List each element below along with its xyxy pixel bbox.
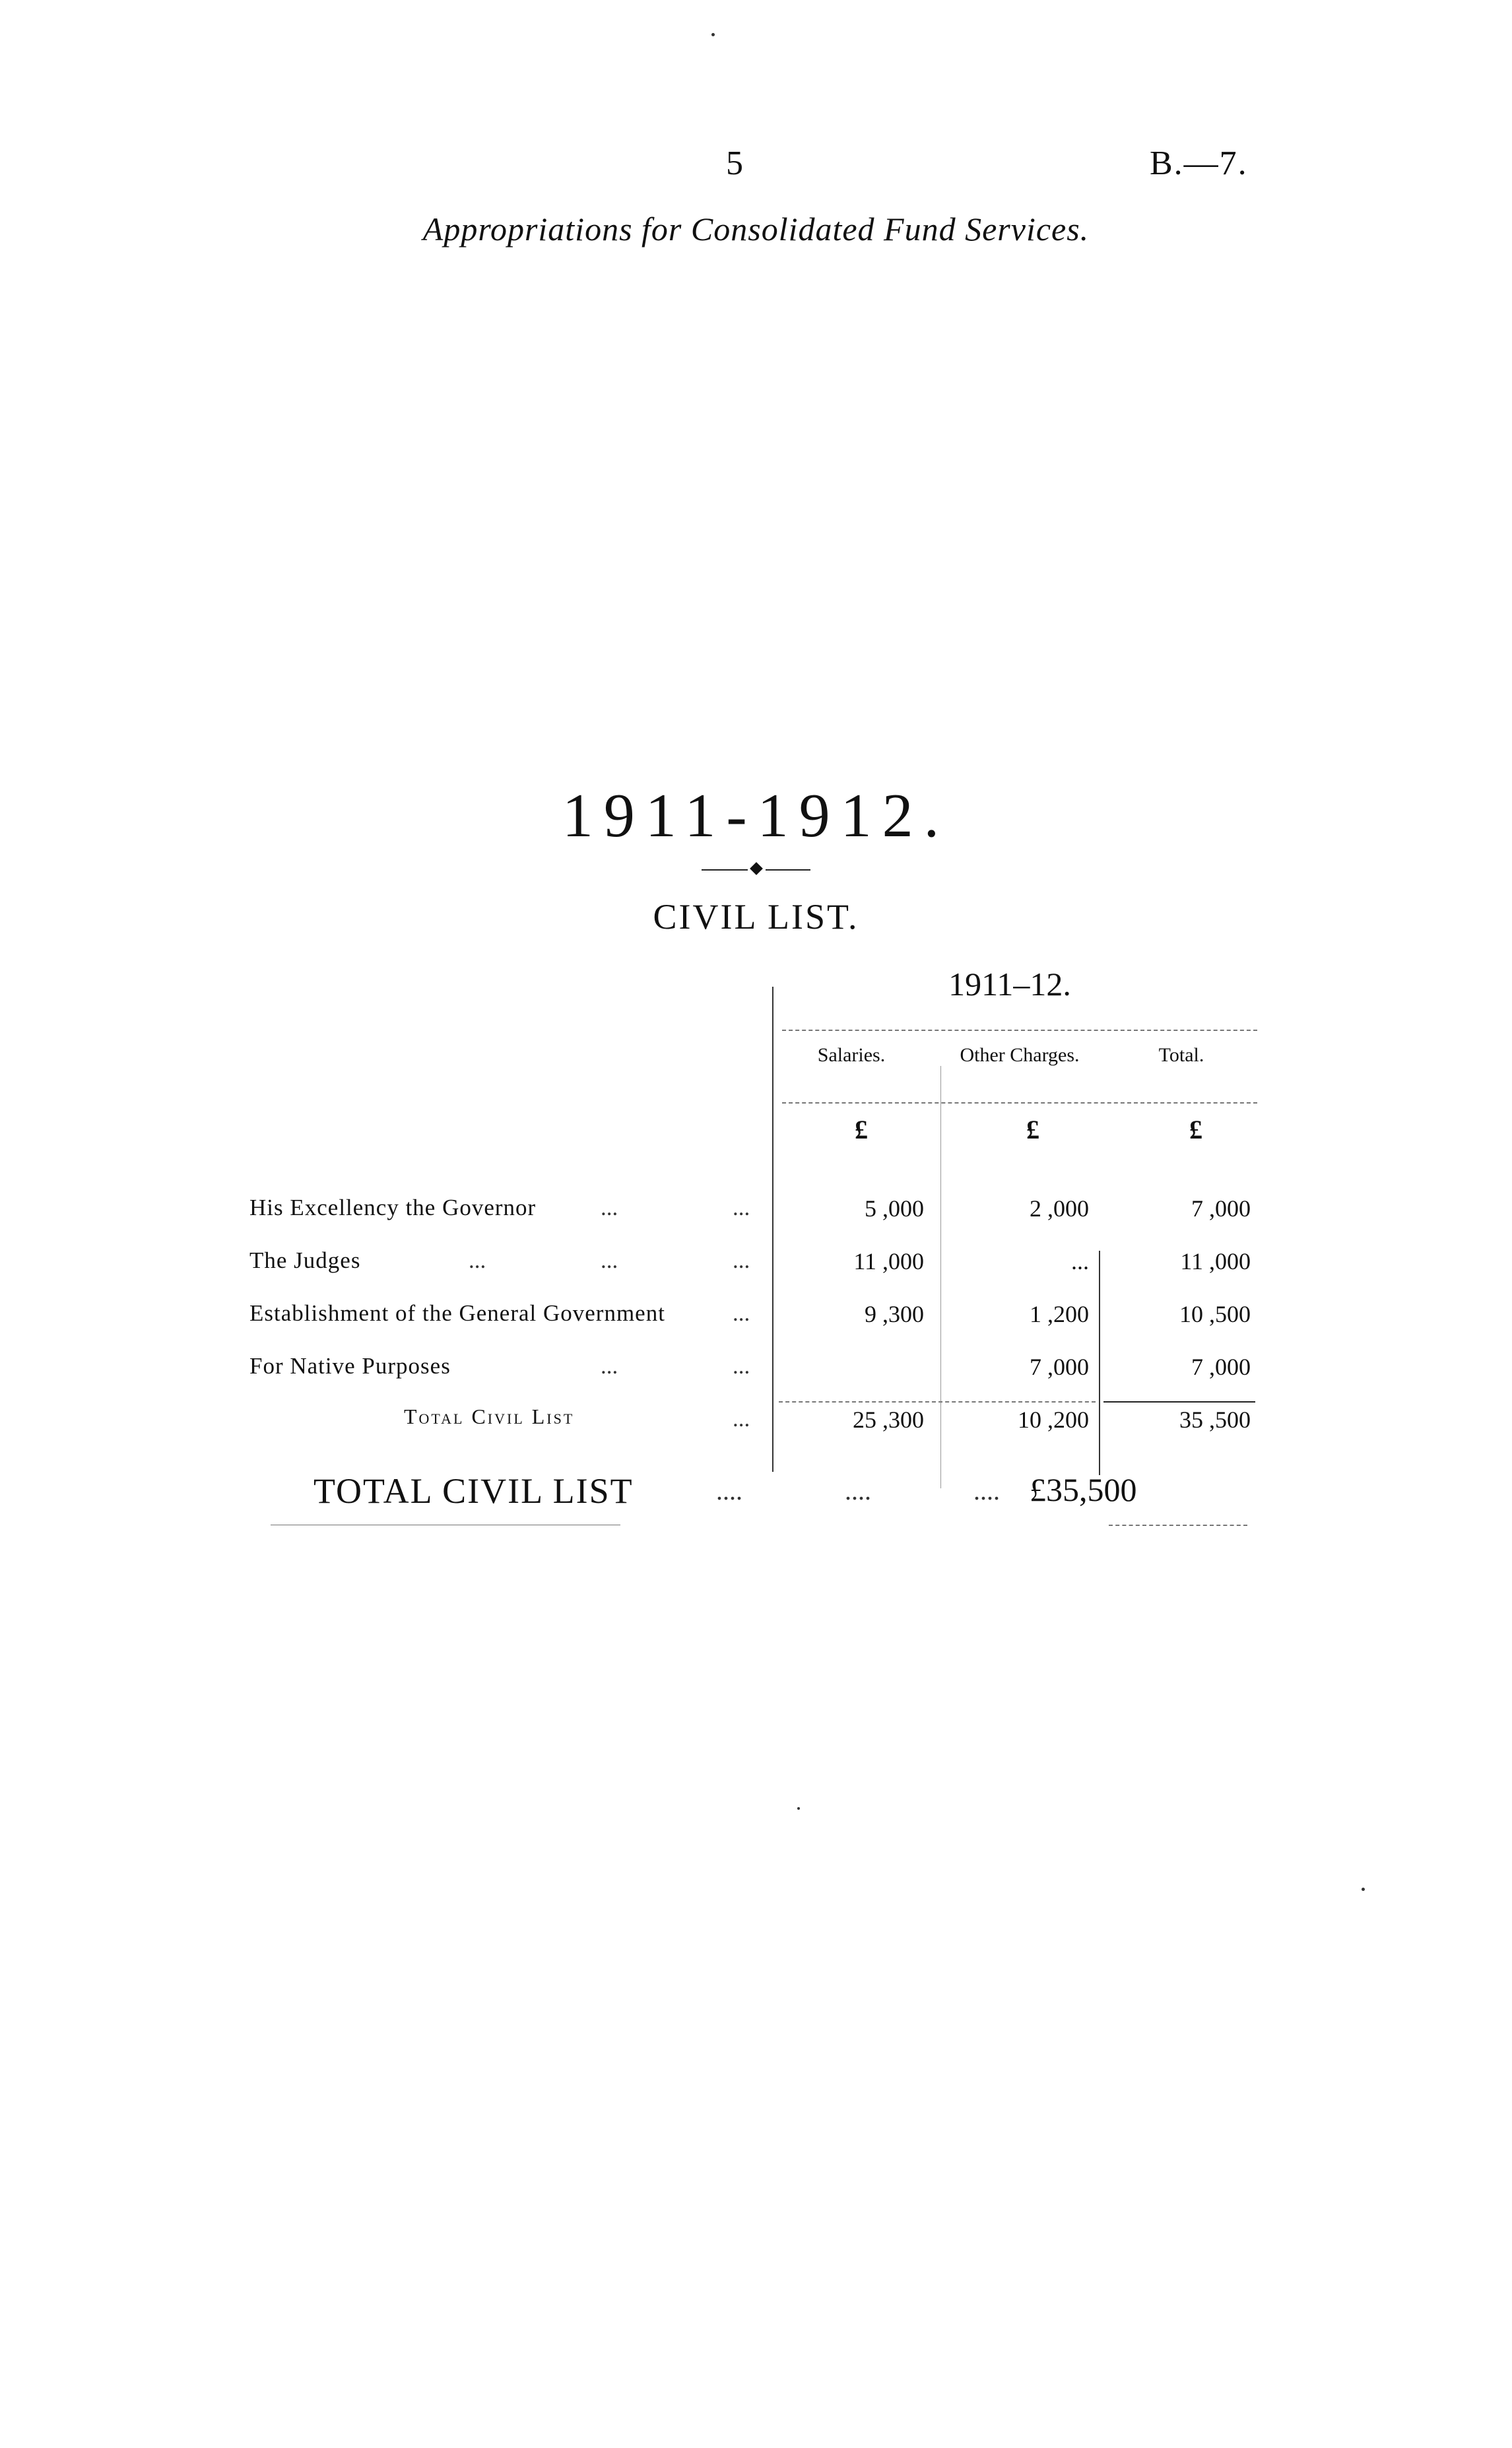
scan-speck (1362, 1888, 1365, 1891)
cell-total: 10 ,500 (1179, 1301, 1251, 1327)
column-header-total: Total. (1158, 1044, 1204, 1066)
total-salaries: 25 ,300 (853, 1406, 924, 1433)
grand-total-label: TOTAL CIVIL LIST (313, 1471, 634, 1511)
row-label: Establishment of the General Government (249, 1300, 665, 1326)
total-row-label: Total Civil List (404, 1405, 575, 1428)
total-other-charges: 10 ,200 (1018, 1406, 1089, 1433)
row-label: The Judges (249, 1247, 361, 1273)
grand-total-value: £35,500 (1030, 1471, 1137, 1508)
row-leader: ... (733, 1406, 750, 1432)
row-leader: ... (601, 1353, 618, 1379)
column-header-salaries: Salaries. (817, 1044, 886, 1066)
row-label: His Excellency the Governor (249, 1195, 537, 1220)
cell-salaries: 5 ,000 (865, 1195, 924, 1222)
section-title: CIVIL LIST. (653, 897, 859, 937)
cell-total: 7 ,000 (1191, 1195, 1251, 1222)
scan-speck (797, 1807, 800, 1810)
page-number: 5 (726, 145, 743, 182)
currency-symbol: £ (1026, 1115, 1039, 1144)
row-leader: ... (601, 1195, 618, 1220)
column-divider (1099, 1251, 1100, 1475)
cell-other-charges: 7 ,000 (1030, 1354, 1089, 1380)
row-leader: ... (733, 1195, 750, 1220)
column-divider (940, 1066, 941, 1488)
grand-total-leader: .... (716, 1476, 742, 1505)
column-divider (772, 987, 773, 1472)
row-leader: ... (601, 1247, 618, 1273)
cell-total: 11 ,000 (1180, 1248, 1251, 1274)
cell-salaries: 9 ,300 (865, 1301, 924, 1327)
header-dotted-rule (782, 1030, 1257, 1031)
row-leader: ... (733, 1247, 750, 1273)
row-label: For Native Purposes (249, 1353, 451, 1379)
cell-salaries: 11 ,000 (853, 1248, 924, 1274)
cell-total: 7 ,000 (1191, 1354, 1251, 1380)
column-header-other-charges: Other Charges. (960, 1044, 1080, 1066)
sum-rule-total (1103, 1401, 1255, 1403)
row-leader: ... (733, 1353, 750, 1379)
row-leader: ... (733, 1300, 750, 1326)
year-range-title: 1911-1912. (562, 781, 950, 850)
currency-symbol: £ (855, 1115, 868, 1144)
running-title: Appropriations for Consolidated Fund Services. (422, 211, 1090, 248)
ornament-rule-left (702, 869, 748, 871)
row-leader: ... (469, 1247, 486, 1273)
cell-other-charges: ... (1071, 1248, 1089, 1274)
ornament-rule-right (766, 869, 810, 871)
header-dotted-rule (782, 1102, 1257, 1104)
sum-rule (779, 1401, 1096, 1403)
cell-other-charges: 1 ,200 (1030, 1301, 1089, 1327)
grand-total-rule (1109, 1525, 1247, 1526)
paper-reference: B.—7. (1150, 145, 1248, 182)
grand-total-leader: .... (973, 1476, 1000, 1505)
ornament-diamond-icon (750, 862, 763, 875)
grand-total-leader: .... (845, 1476, 871, 1505)
currency-symbol: £ (1189, 1115, 1202, 1144)
scan-speck (711, 33, 715, 36)
cell-other-charges: 2 ,000 (1030, 1195, 1089, 1222)
total-total: 35 ,500 (1179, 1406, 1251, 1433)
table-year-header: 1911–12. (948, 966, 1071, 1003)
